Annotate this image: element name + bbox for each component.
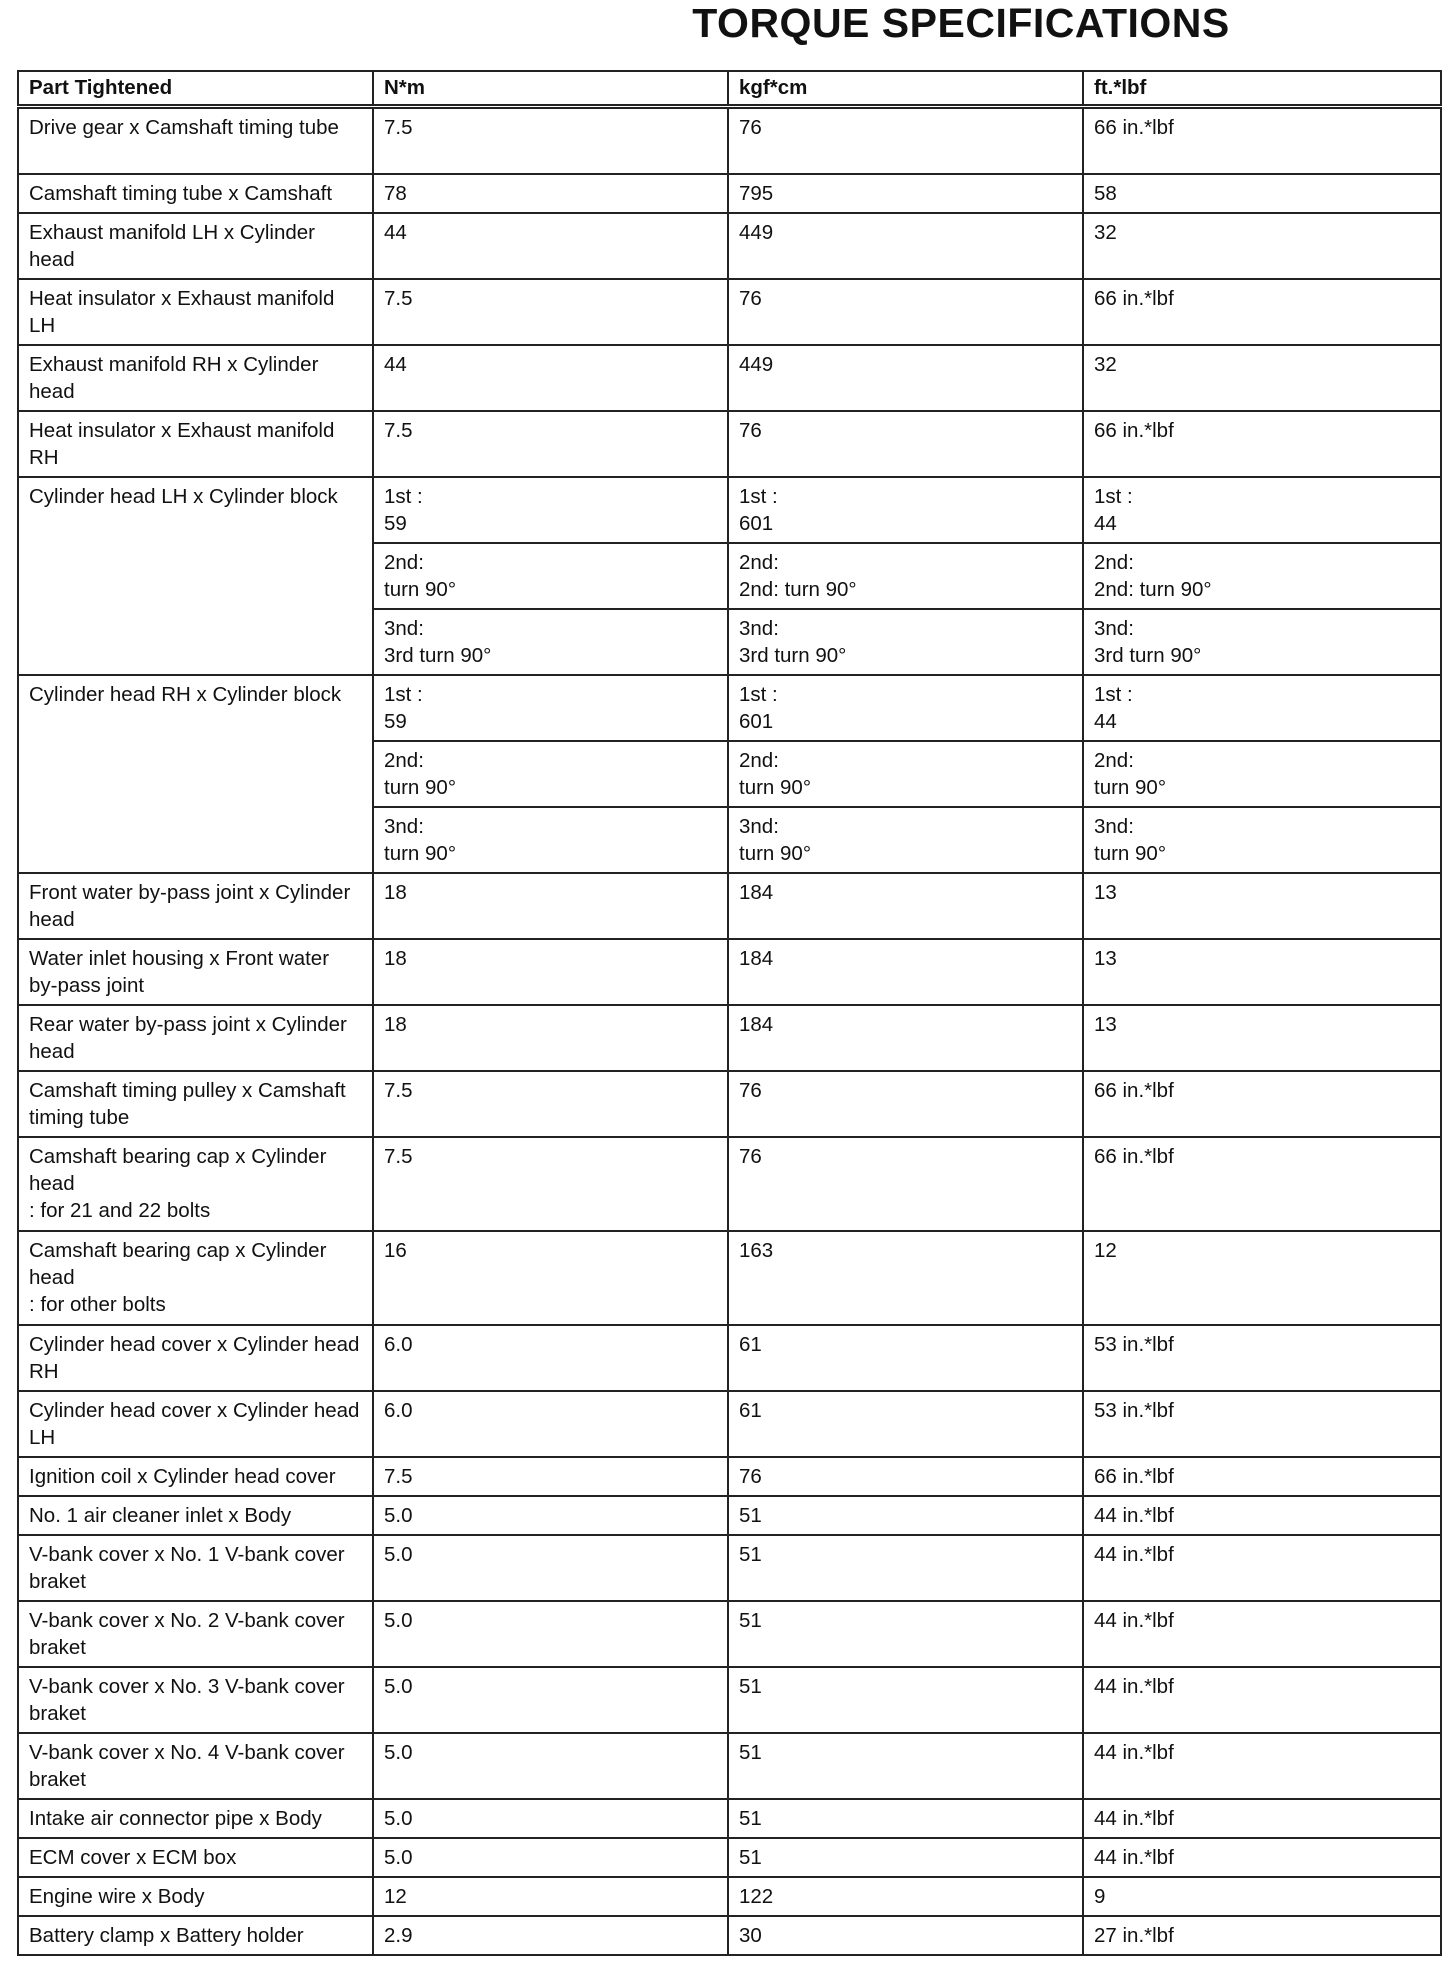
nm-cell: 7.5 [373, 1137, 728, 1231]
table-row [18, 1733, 1441, 1799]
ft-cell: 1st : 44 [1083, 675, 1441, 741]
ft-cell: 66 in.*lbf [1083, 279, 1441, 345]
table-row [18, 1325, 1441, 1391]
table-body [18, 107, 1441, 1956]
part-cell: Camshaft bearing cap x Cylinder head : for 21 and 22 bolts [18, 1137, 373, 1231]
kgf-cell: 30 [728, 1916, 1083, 1955]
kgf-cell: 184 [728, 939, 1083, 1005]
part-cell: Front water by-pass joint x Cylinder head [18, 873, 373, 939]
nm-cell: 7.5 [373, 1457, 728, 1496]
table-row [18, 477, 1441, 543]
nm-cell: 78 [373, 174, 728, 213]
table-row [18, 1071, 1441, 1137]
nm-cell: 18 [373, 939, 728, 1005]
part-cell: V-bank cover x No. 1 V-bank cover braket [18, 1535, 373, 1601]
nm-cell: 7.5 [373, 411, 728, 477]
part-cell: Cylinder head RH x Cylinder block [18, 675, 373, 873]
part-cell: Heat insulator x Exhaust manifold RH [18, 411, 373, 477]
ft-cell: 53 in.*lbf [1083, 1391, 1441, 1457]
table-row [18, 1496, 1441, 1535]
page-title: TORQUE SPECIFICATIONS [692, 0, 1230, 46]
ft-cell: 1st : 44 [1083, 477, 1441, 543]
part-cell: Intake air connector pipe x Body [18, 1799, 373, 1838]
kgf-cell: 163 [728, 1231, 1083, 1325]
kgf-cell: 51 [728, 1535, 1083, 1601]
nm-cell: 44 [373, 213, 728, 279]
ft-cell: 44 in.*lbf [1083, 1667, 1441, 1733]
part-cell: Exhaust manifold RH x Cylinder head [18, 345, 373, 411]
ft-cell: 13 [1083, 873, 1441, 939]
table-row [18, 1601, 1441, 1667]
header-nm: N*m [373, 71, 728, 107]
kgf-cell: 51 [728, 1799, 1083, 1838]
nm-cell: 5.0 [373, 1799, 728, 1838]
ft-cell: 3nd: 3rd turn 90° [1083, 609, 1441, 675]
kgf-cell: 76 [728, 279, 1083, 345]
kgf-cell: 76 [728, 1071, 1083, 1137]
ft-cell: 44 in.*lbf [1083, 1496, 1441, 1535]
nm-cell: 3nd: 3rd turn 90° [373, 609, 728, 675]
table-row [18, 1231, 1441, 1325]
kgf-cell: 1st : 601 [728, 675, 1083, 741]
kgf-cell: 51 [728, 1496, 1083, 1535]
ft-cell: 44 in.*lbf [1083, 1838, 1441, 1877]
table-row [18, 1457, 1441, 1496]
kgf-cell: 76 [728, 411, 1083, 477]
nm-cell: 5.0 [373, 1601, 728, 1667]
kgf-cell: 51 [728, 1667, 1083, 1733]
part-cell: ECM cover x ECM box [18, 1838, 373, 1877]
header-kgf: kgf*cm [728, 71, 1083, 107]
table-row [18, 1005, 1441, 1071]
torque-table [17, 70, 1442, 1956]
ft-cell: 13 [1083, 939, 1441, 1005]
table-row [18, 213, 1441, 279]
ft-cell: 32 [1083, 213, 1441, 279]
nm-cell: 2.9 [373, 1916, 728, 1955]
nm-cell: 3nd: turn 90° [373, 807, 728, 873]
part-cell: Drive gear x Camshaft timing tube [18, 107, 373, 175]
part-cell: V-bank cover x No. 2 V-bank cover braket [18, 1601, 373, 1667]
ft-cell: 66 in.*lbf [1083, 1071, 1441, 1137]
kgf-cell: 51 [728, 1838, 1083, 1877]
header-part: Part Tightened [18, 71, 373, 107]
nm-cell: 5.0 [373, 1496, 728, 1535]
header-ft: ft.*lbf [1083, 71, 1441, 107]
nm-cell: 18 [373, 1005, 728, 1071]
table-row [18, 1799, 1441, 1838]
kgf-cell: 184 [728, 1005, 1083, 1071]
kgf-cell: 2nd: 2nd: turn 90° [728, 543, 1083, 609]
ft-cell: 44 in.*lbf [1083, 1799, 1441, 1838]
ft-cell: 13 [1083, 1005, 1441, 1071]
ft-cell: 44 in.*lbf [1083, 1601, 1441, 1667]
kgf-cell: 51 [728, 1601, 1083, 1667]
table-header-row [18, 71, 1441, 107]
part-cell: Battery clamp x Battery holder [18, 1916, 373, 1955]
table-row [18, 1838, 1441, 1877]
ft-cell: 44 in.*lbf [1083, 1535, 1441, 1601]
kgf-cell: 449 [728, 213, 1083, 279]
nm-cell: 1st : 59 [373, 477, 728, 543]
kgf-cell: 795 [728, 174, 1083, 213]
kgf-cell: 76 [728, 1137, 1083, 1231]
table-row [18, 1667, 1441, 1733]
nm-cell: 12 [373, 1877, 728, 1916]
nm-cell: 5.0 [373, 1838, 728, 1877]
nm-cell: 44 [373, 345, 728, 411]
ft-cell: 12 [1083, 1231, 1441, 1325]
nm-cell: 2nd: turn 90° [373, 741, 728, 807]
ft-cell: 66 in.*lbf [1083, 107, 1441, 175]
table-row [18, 1877, 1441, 1916]
kgf-cell: 61 [728, 1391, 1083, 1457]
nm-cell: 6.0 [373, 1325, 728, 1391]
table-row [18, 1137, 1441, 1231]
nm-cell: 18 [373, 873, 728, 939]
part-cell: Camshaft timing tube x Camshaft [18, 174, 373, 213]
ft-cell: 9 [1083, 1877, 1441, 1916]
table-row [18, 675, 1441, 741]
table-row [18, 1391, 1441, 1457]
part-cell: Cylinder head cover x Cylinder head RH [18, 1325, 373, 1391]
part-cell: Cylinder head LH x Cylinder block [18, 477, 373, 675]
ft-cell: 66 in.*lbf [1083, 1137, 1441, 1231]
nm-cell: 2nd: turn 90° [373, 543, 728, 609]
kgf-cell: 1st : 601 [728, 477, 1083, 543]
ft-cell: 3nd: turn 90° [1083, 807, 1441, 873]
ft-cell: 53 in.*lbf [1083, 1325, 1441, 1391]
ft-cell: 27 in.*lbf [1083, 1916, 1441, 1955]
kgf-cell: 2nd: turn 90° [728, 741, 1083, 807]
ft-cell: 58 [1083, 174, 1441, 213]
ft-cell: 66 in.*lbf [1083, 411, 1441, 477]
ft-cell: 66 in.*lbf [1083, 1457, 1441, 1496]
nm-cell: 7.5 [373, 1071, 728, 1137]
table-row [18, 939, 1441, 1005]
nm-cell: 7.5 [373, 107, 728, 175]
kgf-cell: 61 [728, 1325, 1083, 1391]
part-cell: Engine wire x Body [18, 1877, 373, 1916]
title-block [0, 0, 1456, 52]
part-cell: Heat insulator x Exhaust manifold LH [18, 279, 373, 345]
kgf-cell: 76 [728, 1457, 1083, 1496]
kgf-cell: 51 [728, 1733, 1083, 1799]
nm-cell: 16 [373, 1231, 728, 1325]
nm-cell: 7.5 [373, 279, 728, 345]
kgf-cell: 122 [728, 1877, 1083, 1916]
table-row [18, 1535, 1441, 1601]
nm-cell: 6.0 [373, 1391, 728, 1457]
kgf-cell: 184 [728, 873, 1083, 939]
nm-cell: 5.0 [373, 1667, 728, 1733]
kgf-cell: 76 [728, 107, 1083, 175]
part-cell: Exhaust manifold LH x Cylinder head [18, 213, 373, 279]
ft-cell: 2nd: 2nd: turn 90° [1083, 543, 1441, 609]
kgf-cell: 3nd: 3rd turn 90° [728, 609, 1083, 675]
kgf-cell: 449 [728, 345, 1083, 411]
part-cell: Camshaft bearing cap x Cylinder head : for other bolts [18, 1231, 373, 1325]
table-row [18, 279, 1441, 345]
nm-cell: 5.0 [373, 1733, 728, 1799]
part-cell: No. 1 air cleaner inlet x Body [18, 1496, 373, 1535]
ft-cell: 2nd: turn 90° [1083, 741, 1441, 807]
nm-cell: 5.0 [373, 1535, 728, 1601]
kgf-cell: 3nd: turn 90° [728, 807, 1083, 873]
part-cell: Cylinder head cover x Cylinder head LH [18, 1391, 373, 1457]
ft-cell: 32 [1083, 345, 1441, 411]
table-row [18, 1916, 1441, 1955]
part-cell: Camshaft timing pulley x Camshaft timing tube [18, 1071, 373, 1137]
part-cell: Water inlet housing x Front water by-pass joint [18, 939, 373, 1005]
part-cell: V-bank cover x No. 3 V-bank cover braket [18, 1667, 373, 1733]
table-row [18, 411, 1441, 477]
table-row [18, 107, 1441, 175]
part-cell: V-bank cover x No. 4 V-bank cover braket [18, 1733, 373, 1799]
table-row [18, 873, 1441, 939]
table-row [18, 345, 1441, 411]
nm-cell: 1st : 59 [373, 675, 728, 741]
table-row [18, 174, 1441, 213]
part-cell: Rear water by-pass joint x Cylinder head [18, 1005, 373, 1071]
part-cell: Ignition coil x Cylinder head cover [18, 1457, 373, 1496]
ft-cell: 44 in.*lbf [1083, 1733, 1441, 1799]
